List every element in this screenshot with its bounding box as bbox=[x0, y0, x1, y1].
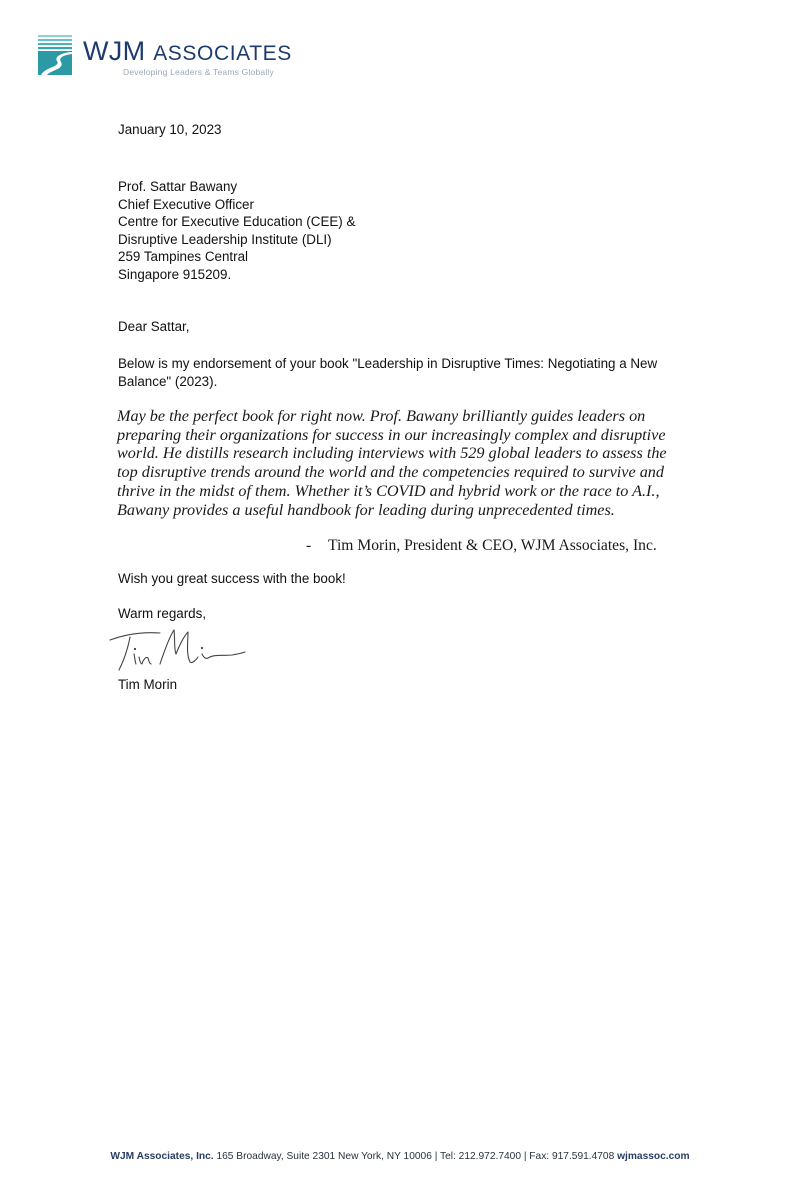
attribution-dash: - bbox=[306, 537, 312, 554]
company-tagline: Developing Leaders & Teams Globally bbox=[123, 67, 274, 77]
recipient-line: Chief Executive Officer bbox=[118, 196, 254, 212]
intro-paragraph: Below is my endorsement of your book "Leadership in Disruptive Times: Negotiating a New Balance" (2023). bbox=[118, 356, 658, 389]
recipient-line: Disruptive Leadership Institute (DLI) bbox=[118, 231, 332, 247]
recipient-line: 259 Tampines Central bbox=[118, 249, 249, 264]
footer-website: wjmassoc.com bbox=[617, 1151, 690, 1162]
closing-line: Warm regards, bbox=[118, 606, 207, 621]
river-wave-logo-icon bbox=[37, 33, 75, 77]
recipient-line: Centre for Executive Education (CEE) & bbox=[118, 214, 356, 229]
company-name bbox=[83, 35, 292, 70]
recipient-address bbox=[118, 178, 355, 283]
recipient-line: Singapore 915209. bbox=[118, 266, 232, 282]
footer-address: 165 Broadway, Suite 2301 New York, NY 10006 | Tel: 212.972.7400 | Fax: 917.591.4708 bbox=[216, 1151, 615, 1162]
salutation: Dear Sattar, bbox=[118, 319, 190, 334]
company-name-rest: ASSOCIATES bbox=[153, 42, 292, 65]
company-logo bbox=[37, 33, 297, 83]
signer-name: Tim Morin bbox=[118, 677, 178, 692]
company-initials: WJM bbox=[83, 36, 146, 66]
letter-date: January 10, 2023 bbox=[118, 122, 222, 137]
endorsement-quote: May be the perfect book for right now. Prof. Bawany brilliantly guides leaders on preparing their organizations for success in our increasingly complex and disruptive world. He distills research including interviews with 529 global leaders to assess the top disruptive trends around the world and the competencies required to survive and thrive in the midst of them. Whether it’s COVID and hybrid work or the race to A.I., Bawany provides a useful handbook for leading during unprecedented times. bbox=[117, 407, 667, 519]
footer-company: WJM Associates, Inc. bbox=[110, 1151, 214, 1162]
attribution-text: Tim Morin, President & CEO, WJM Associates, Inc. bbox=[328, 537, 657, 554]
recipient-line: Prof. Sattar Bawany bbox=[118, 179, 238, 194]
quote-attribution bbox=[306, 537, 657, 555]
letterhead-footer bbox=[0, 1151, 800, 1162]
handwritten-signature bbox=[104, 624, 249, 676]
closing-wish: Wish you great success with the book! bbox=[118, 571, 346, 586]
